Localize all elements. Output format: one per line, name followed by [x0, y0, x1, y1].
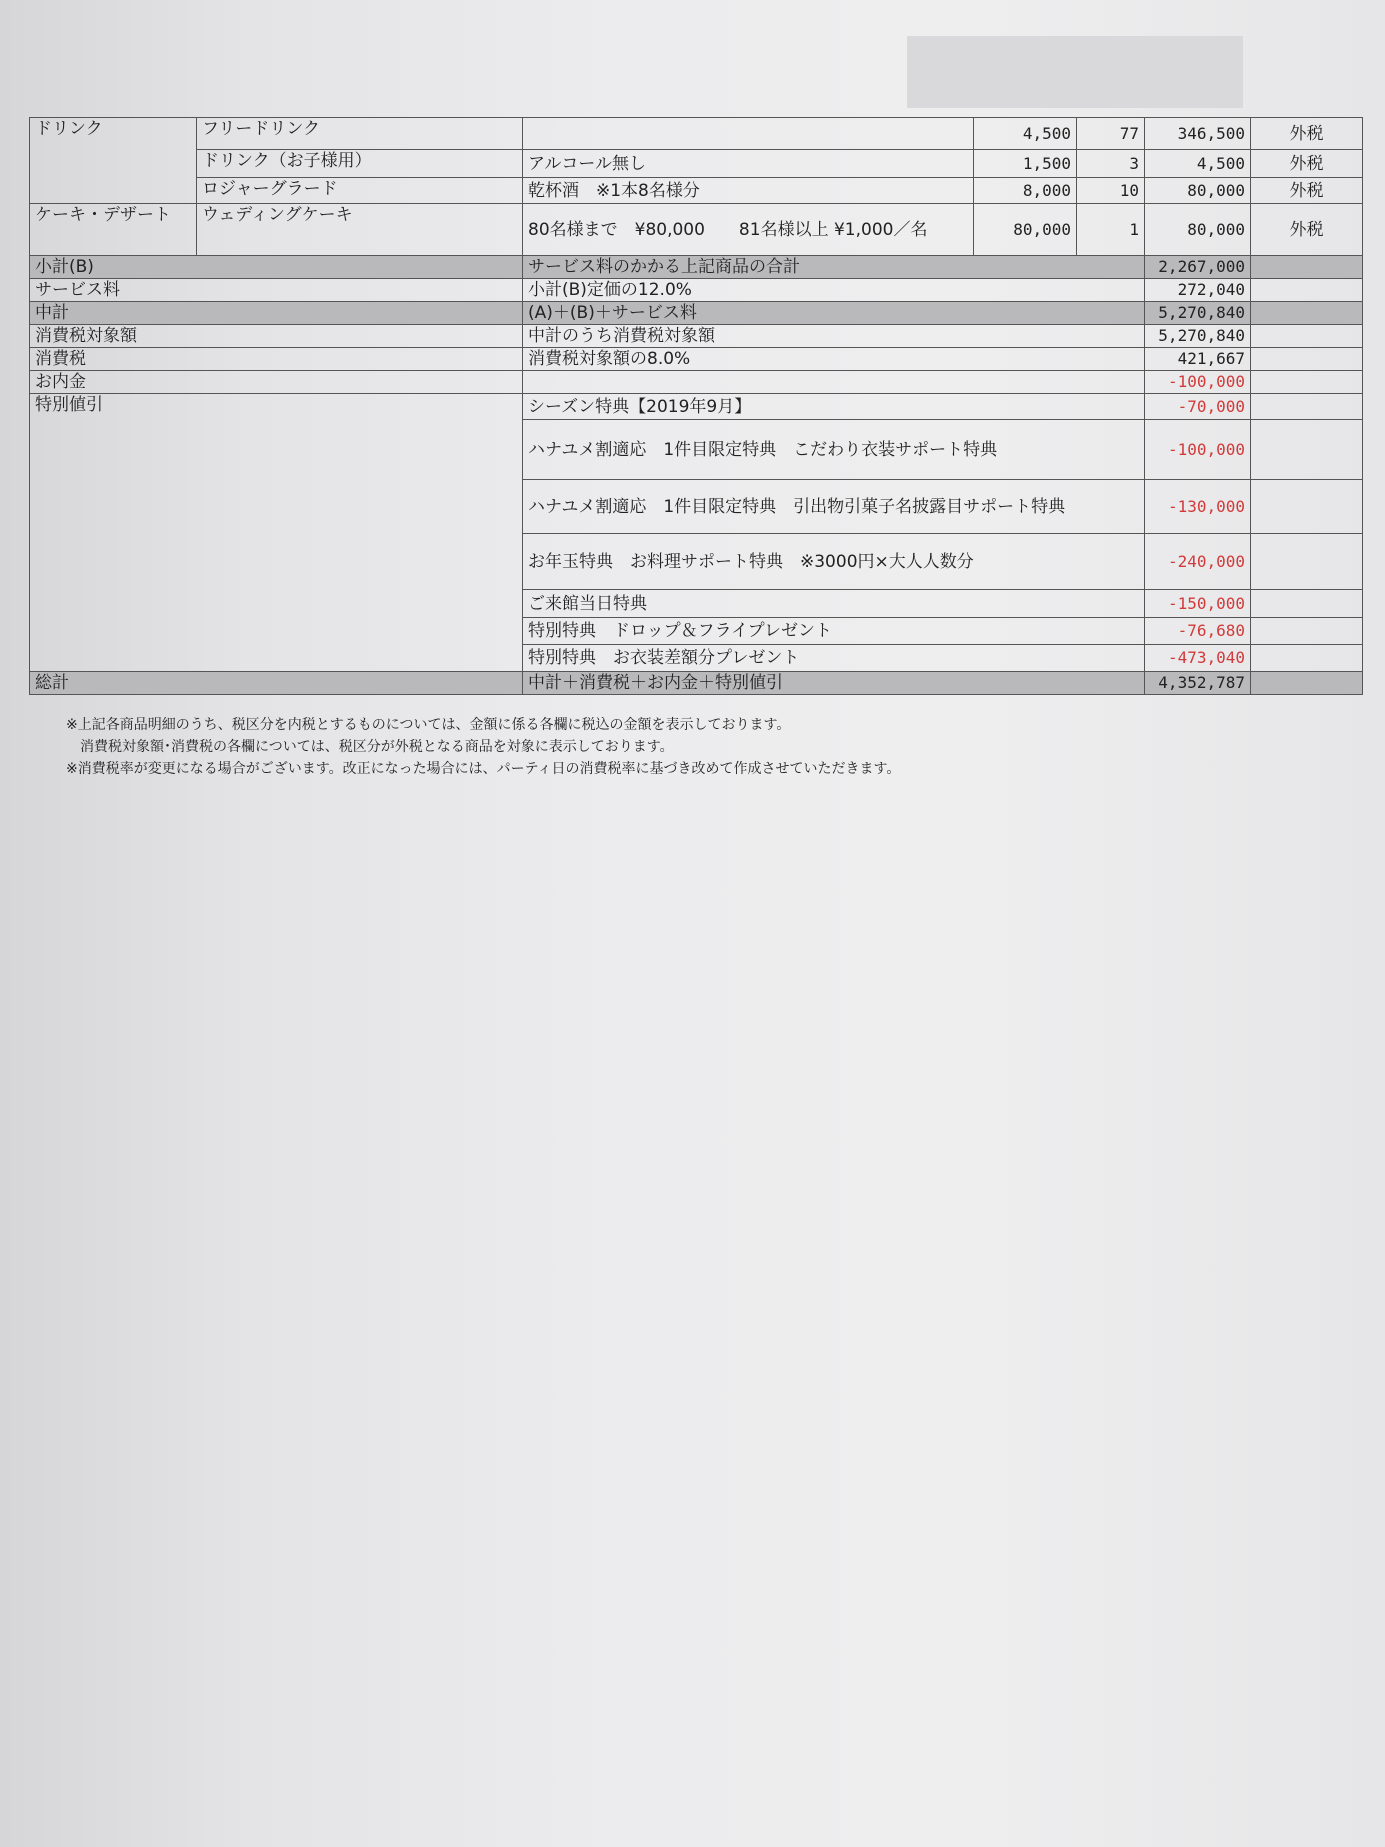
item-price: 1,500: [974, 150, 1077, 178]
item-note: アルコール無し: [523, 150, 974, 178]
item-amount: 80,000: [1145, 178, 1251, 204]
discount-label: 特別値引: [30, 394, 523, 672]
discount-desc: 特別特典 ドロップ＆フライプレゼント: [523, 618, 1145, 645]
discount-desc: ご来館当日特典: [523, 590, 1145, 618]
item-name: ドリンク（お子様用）: [197, 150, 523, 178]
item-amount: 346,500: [1145, 118, 1251, 150]
summary-row-deposit: [30, 371, 1363, 394]
summary-desc: 中計のうち消費税対象額: [523, 325, 1145, 348]
item-price: 8,000: [974, 178, 1077, 204]
estimate-table: [29, 117, 1363, 695]
summary-amount: 2,267,000: [1145, 256, 1251, 279]
summary-row-service-fee: [30, 279, 1363, 302]
item-qty: 1: [1077, 204, 1145, 256]
discount-amount: -130,000: [1145, 480, 1251, 534]
summary-label: 中計: [30, 302, 523, 325]
item-name: フリードリンク: [197, 118, 523, 150]
total-label: 総計: [30, 672, 523, 695]
summary-desc: [523, 371, 1145, 394]
item-category: ケーキ・デザート: [30, 204, 197, 256]
item-note: [523, 118, 974, 150]
item-qty: 77: [1077, 118, 1145, 150]
discount-desc: ハナユメ割適応 1件目限定特典 引出物引菓子名披露目サポート特典: [523, 480, 1145, 534]
footnote: 消費税対象額･消費税の各欄については、税区分が外税となる商品を対象に表示しております。: [66, 739, 674, 755]
discount-amount: -100,000: [1145, 420, 1251, 480]
summary-row-taxable: [30, 325, 1363, 348]
redacted-area: [907, 36, 1243, 108]
item-note: 乾杯酒 ※1本8名様分: [523, 178, 974, 204]
item-row: [30, 150, 1363, 178]
discount-amount: -70,000: [1145, 394, 1251, 420]
summary-desc: (A)＋(B)＋サービス料: [523, 302, 1145, 325]
discount-row: [30, 394, 1363, 420]
item-amount: 80,000: [1145, 204, 1251, 256]
summary-row-subtotal-b: [30, 256, 1363, 279]
summary-label: お内金: [30, 371, 523, 394]
summary-label: 消費税: [30, 348, 523, 371]
discount-amount: -150,000: [1145, 590, 1251, 618]
total-desc: 中計＋消費税＋お内金＋特別値引: [523, 672, 1145, 695]
summary-amount: 5,270,840: [1145, 302, 1251, 325]
item-price: 4,500: [974, 118, 1077, 150]
discount-amount: -76,680: [1145, 618, 1251, 645]
item-price: 80,000: [974, 204, 1077, 256]
discount-desc: 特別特典 お衣装差額分プレゼント: [523, 645, 1145, 672]
summary-amount: 272,040: [1145, 279, 1251, 302]
item-qty: 3: [1077, 150, 1145, 178]
item-qty: 10: [1077, 178, 1145, 204]
item-tax: 外税: [1251, 150, 1363, 178]
footnote: ※消費税率が変更になる場合がございます。改正になった場合には、パーティ日の消費税率に基づき改めて作成させていただきます。: [66, 761, 901, 777]
summary-desc: サービス料のかかる上記商品の合計: [523, 256, 1145, 279]
summary-amount: 421,667: [1145, 348, 1251, 371]
discount-amount: -240,000: [1145, 534, 1251, 590]
total-amount: 4,352,787: [1145, 672, 1251, 695]
item-row: [30, 178, 1363, 204]
item-tax: 外税: [1251, 204, 1363, 256]
footnote: ※上記各商品明細のうち、税区分を内税とするものについては、金額に係る各欄に税込の金額を表示しております。: [66, 717, 791, 733]
summary-desc: 小計(B)定価の12.0%: [523, 279, 1145, 302]
discount-desc: シーズン特典【2019年9月】: [523, 394, 1145, 420]
item-category: ドリンク: [30, 118, 197, 204]
item-note: 80名様まで ¥80,000 81名様以上 ¥1,000／名: [523, 204, 974, 256]
item-tax: 外税: [1251, 178, 1363, 204]
item-amount: 4,500: [1145, 150, 1251, 178]
item-name: ロジャーグラード: [197, 178, 523, 204]
footnotes: [66, 714, 900, 780]
summary-row-tax: [30, 348, 1363, 371]
summary-label: 小計(B): [30, 256, 523, 279]
summary-row-midtotal: [30, 302, 1363, 325]
discount-desc: ハナユメ割適応 1件目限定特典 こだわり衣装サポート特典: [523, 420, 1145, 480]
discount-desc: お年玉特典 お料理サポート特典 ※3000円×大人人数分: [523, 534, 1145, 590]
item-tax: 外税: [1251, 118, 1363, 150]
discount-amount: -473,040: [1145, 645, 1251, 672]
summary-label: サービス料: [30, 279, 523, 302]
summary-amount: -100,000: [1145, 371, 1251, 394]
summary-amount: 5,270,840: [1145, 325, 1251, 348]
item-row: [30, 118, 1363, 150]
summary-label: 消費税対象額: [30, 325, 523, 348]
total-row: [30, 672, 1363, 695]
item-name: ウェディングケーキ: [197, 204, 523, 256]
item-row: [30, 204, 1363, 256]
summary-desc: 消費税対象額の8.0%: [523, 348, 1145, 371]
